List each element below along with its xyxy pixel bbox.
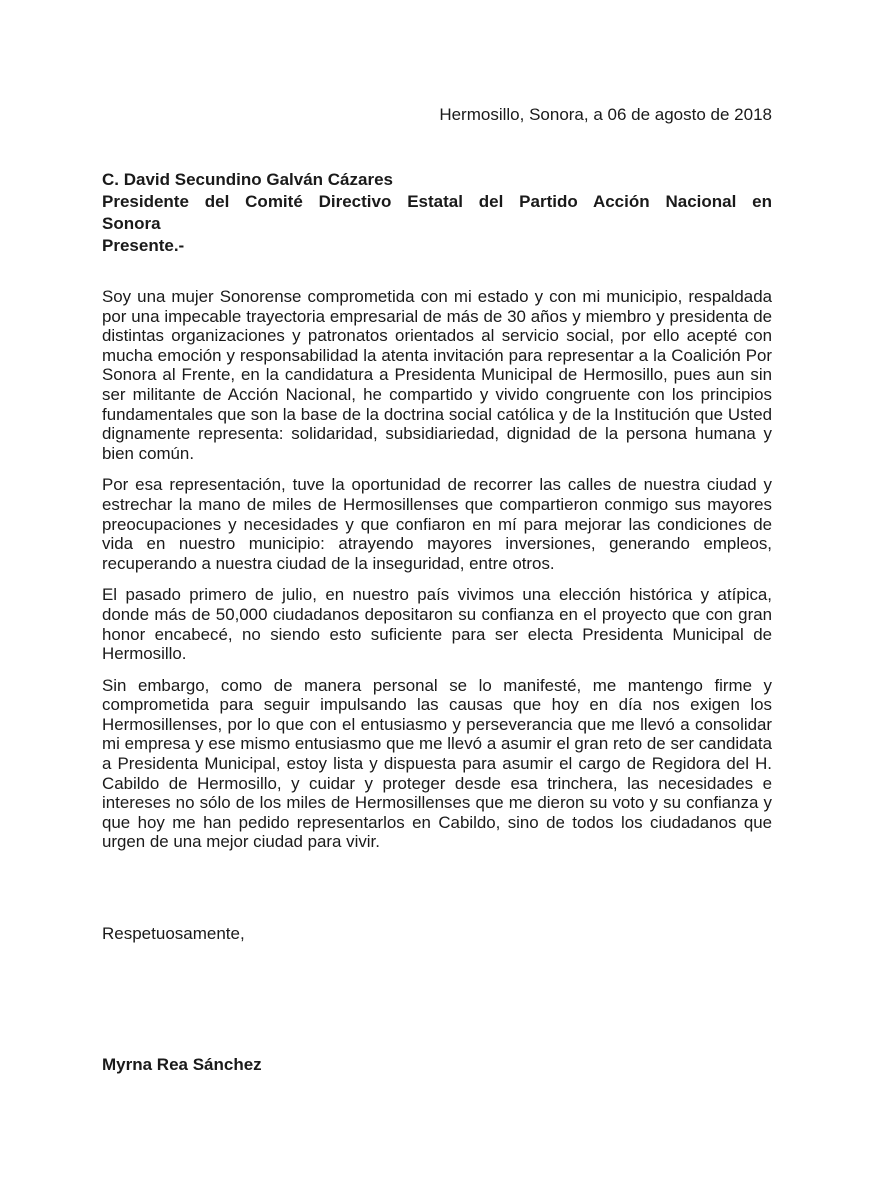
recipient-greeting: Presente.- (102, 236, 185, 255)
signature-name: Myrna Rea Sánchez (102, 1055, 262, 1074)
paragraph-election: El pasado primero de julio, en nuestro país vivimos una elección histórica y atípica, donde más de 50,000 ciudadanos depositaron su confianza en el proyecto que con gran honor encabecé, no siendo esto suficiente para ser electa Presidenta Municipal de Hermosillo. (102, 585, 772, 664)
paragraph-intro: Soy una mujer Sonorense comprometida con mi estado y con mi municipio, respaldada por una impecable trayectoria empresarial de más de 30 años y miembro y presidenta de distintas organizaciones y patronatos orientados al servicio social, por ello acepté con mucha emoción y responsabilidad la atenta invitación para representar a la Coalición Por Sonora al Frente, en la candidatura a Presidenta Municipal de Hermosillo, pues aun sin ser militante de Acción Nacional, he compartido y vivido congruente con los principios fundamentales que son la base de la doctrina social católica y de la Institución que Usted dignamente representa: solidaridad, subsidiariedad, dignidad de la persona humana y bien común. (102, 287, 772, 463)
date-line: Hermosillo, Sonora, a 06 de agosto de 2018 (439, 105, 772, 124)
letter-body (102, 287, 772, 864)
paragraph-campaign: Por esa representación, tuve la oportunidad de recorrer las calles de nuestra ciudad y estrechar la mano de miles de Hermosillenses que compartieron conmigo sus mayores preocupaciones y necesidades y que confiaron en mí para mejorar las condiciones de vida en nuestro municipio: atrayendo mayores inversiones, generando empleos, recuperando a nuestra ciudad de la inseguridad, entre otros. (102, 475, 772, 573)
recipient-title-line-2: Sonora (102, 214, 161, 233)
paragraph-commitment: Sin embargo, como de manera personal se lo manifesté, me mantengo firme y comprometida para seguir impulsando las causas que hoy en día nos exigen los Hermosillenses, por lo que con el entusiasmo y perseverancia que me llevó a consolidar mi empresa y ese mismo entusiasmo que me llevó a asumir el gran reto de ser candidata a Presidenta Municipal, estoy lista y dispuesta para asumir el cargo de Regidora del H. Cabildo de Hermosillo, y cuidar y proteger desde esa trinchera, las necesidades e intereses no sólo de los miles de Hermosillenses que me dieron su voto y su confianza y que hoy me han pedido representarlos en Cabildo, sino de todos los ciudadanos que urgen de una mejor ciudad para vivir. (102, 675, 772, 852)
recipient-name: C. David Secundino Galván Cázares (102, 170, 393, 189)
closing-salutation: Respetuosamente, (102, 924, 245, 943)
recipient-title-line-1: Presidente del Comité Directivo Estatal del Partido Acción Nacional en (102, 192, 772, 211)
recipient-block (102, 169, 772, 257)
